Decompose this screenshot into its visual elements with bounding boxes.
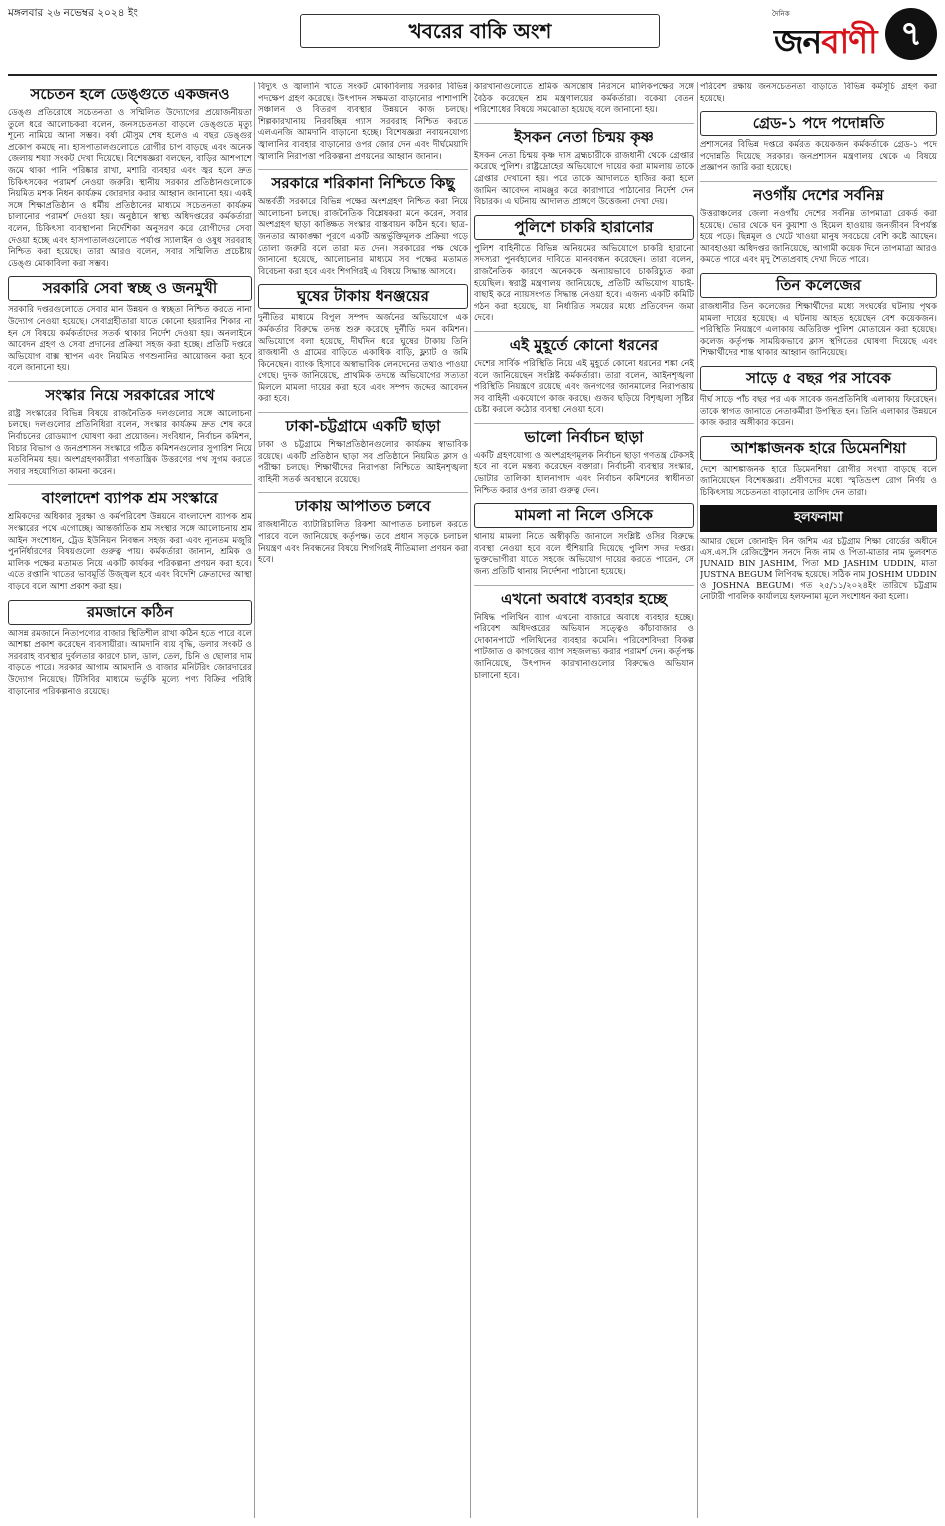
logo-wordmark (774, 16, 877, 72)
headline[interactable]: ঢাকা-চট্টগ্রামে একটি ছাড়া (258, 412, 468, 436)
column-divider (470, 82, 471, 1518)
headline[interactable]: পুলিশে চাকরি হারানোর (474, 215, 694, 240)
story-body: পুলিশ বাহিনীতে বিভিন্ন অনিয়মের অভিযোগে চাকরি হারানো সদস্যরা পুনর্বহালের দাবিতে মানববন্ধন করেছেন। তারা বলেন, রাজনৈতিক কারণে অনেককে অন্যায়ভাবে চাকরিচ্যুত করা হয়েছিল। স্বরাষ্ট্র মন্ত্রণালয় জানিয়েছে, প্রতিটি অভিযোগ যাচাই-বাছাই করে ন্যায়সংগত সিদ্ধান্ত নেওয়া হবে। এজন্য একটি কমিটি গঠন করা হয়েছে, যা নির্ধারিত সময়ের মধ্যে প্রতিবেদন জমা দেবে। (474, 243, 694, 324)
headline[interactable]: রমজানে কঠিন (8, 600, 252, 625)
story-body: অন্তর্বর্তী সরকারে বিভিন্ন পক্ষের অংশগ্রহণ নিশ্চিত করা নিয়ে আলোচনা চলছে। রাজনৈতিক বিশ্লেষকরা মনে করেন, সবার অংশগ্রহণ ছাড়া কাঙ্ক্ষিত সংস্কার বাস্তবায়ন কঠিন হবে। ছাত্র-জনতার আকাঙ্ক্ষা পূরণে একটি অন্তর্ভুক্তিমূলক প্রক্রিয়া গড়ে তোলা জরুরি বলে তারা মত দেন। সরকারের পক্ষ থেকে জানানো হয়েছে, আলোচনার মাধ্যমে সব পক্ষের মতামত বিবেচনা করা হবে এবং শিগগিরই এ বিষয়ে সিদ্ধান্ত আসবে। (258, 197, 468, 277)
column-4 (700, 82, 937, 1518)
logo-part-1: জন (774, 22, 822, 61)
headline[interactable]: নওগাঁয় দেশের সর্বনিম্ন (700, 181, 937, 205)
headline[interactable]: ভালো নির্বাচন ছাড়া (474, 423, 694, 447)
headline[interactable]: বাংলাদেশ ব্যাপক শ্রম সংস্কারে (8, 484, 252, 508)
story-body: কারখানাগুলোতে শ্রমিক অসন্তোষ নিরসনে মালিকপক্ষের সঙ্গে বৈঠক করেছেন শ্রম মন্ত্রণালয়ের কর্মকর্তারা। বকেয়া বেতন পরিশোধের বিষয়ে সমঝোতা হয়েছে বলে জানানো হয়। (474, 82, 694, 116)
affidavit-title: হলফনামা (700, 505, 937, 532)
story-body: থানায় মামলা নিতে অস্বীকৃতি জানালে সংশ্লিষ্ট ওসির বিরুদ্ধে ব্যবস্থা নেওয়া হবে বলে হুঁশিয়ারি দিয়েছে পুলিশ সদর দপ্তর। ভুক্তভোগীরা যাতে সহজে অভিযোগ দায়ের করতে পারেন, সে জন্য প্রতিটি থানায় নির্দেশনা পাঠানো হয়েছে। (474, 532, 694, 578)
story-body: দীর্ঘ সাড়ে পাঁচ বছর পর এক সাবেক জনপ্রতিনিধি এলাকায় ফিরেছেন। তাকে স্বাগত জানাতে নেতাকর্মীরা উপস্থিত হন। তিনি এলাকার উন্নয়নে কাজ করার অঙ্গীকার করেন। (700, 394, 937, 429)
headline[interactable]: সংস্কার নিয়ে সরকারের সাথে (8, 381, 252, 405)
story-body: ঢাকা ও চট্টগ্রামে শিক্ষাপ্রতিষ্ঠানগুলোর কার্যক্রম স্বাভাবিক রয়েছে। একটি প্রতিষ্ঠান ছাড়া সব প্রতিষ্ঠানে নিয়মিত ক্লাস ও পরীক্ষা চলছে। শিক্ষার্থীদের নিরাপত্তা নিশ্চিতে আইনশৃঙ্খলা বাহিনী সতর্ক অবস্থানে রয়েছে। (258, 440, 468, 485)
story-body: প্রশাসনের বিভিন্ন দপ্তরে কর্মরত কয়েকজন কর্মকর্তাকে গ্রেড-১ পদে পদোন্নতি দিয়েছে সরকার। জনপ্রশাসন মন্ত্রণালয় থেকে এ বিষয়ে প্রজ্ঞাপন জারি করা হয়েছে। (700, 140, 937, 174)
story-body: রাষ্ট্র সংস্কারের বিভিন্ন বিষয়ে রাজনৈতিক দলগুলোর সঙ্গে আলোচনা চলছে। দলগুলোর প্রতিনিধিরা বলেন, সংস্কার কার্যক্রম দ্রুত শেষ করে নির্বাচনের রোডম্যাপ ঘোষণা করা প্রয়োজন। সংবিধান, নির্বাচন কমিশন, বিচার বিভাগ ও জনপ্রশাসন সংস্কারে গঠিত কমিশনগুলোর সুপারিশ নিয়ে মতবিনিময় হয়। অংশগ্রহণকারীরা গণতান্ত্রিক উত্তরণের পথ সুগম করতে সবার সহযোগিতা কামনা করেন। (8, 408, 252, 477)
headline[interactable]: এই মুহূর্তে কোনো ধরনের (474, 331, 694, 355)
story-body: বিদ্যুৎ ও জ্বালানি খাতে সংকট মোকাবিলায় সরকার বিভিন্ন পদক্ষেপ গ্রহণ করেছে। উৎপাদন সক্ষমতা বাড়ানোর পাশাপাশি সঞ্চালন ও বিতরণ ব্যবস্থার উন্নয়নে কাজ চলছে। শিল্পকারখানায় নিরবচ্ছিন্ন গ্যাস সরবরাহ নিশ্চিত করতে এলএনজি আমদানি বাড়ানো হচ্ছে। বিশেষজ্ঞরা নবায়নযোগ্য জ্বালানির ব্যবহার বাড়ানোর ওপর জোর দেন এবং দীর্ঘমেয়াদি জ্বালানি নিরাপত্তা পরিকল্পনা প্রণয়নের আহ্বান জানান। (258, 82, 468, 162)
newspaper-logo (770, 6, 890, 66)
story-body: দেশের সার্বিক পরিস্থিতি নিয়ে এই মুহূর্তে কোনো ধরনের শঙ্কা নেই বলে জানিয়েছেন সংশ্লিষ্ট কর্মকর্তারা। তারা বলেন, আইনশৃঙ্খলা পরিস্থিতি নিয়ন্ত্রণে রয়েছে এবং জনগণের জানমালের নিরাপত্তায় সব বাহিনী একযোগে কাজ করছে। গুজব ছড়িয়ে বিশৃঙ্খলা সৃষ্টির চেষ্টা করলে কঠোর ব্যবস্থা নেওয়া হবে। (474, 358, 694, 416)
story-body: সরকারি দপ্তরগুলোতে সেবার মান উন্নয়ন ও স্বচ্ছতা নিশ্চিত করতে নানা উদ্যোগ নেওয়া হয়েছে। সেবাগ্রহীতারা যাতে কোনো হয়রানির শিকার না হন সে বিষয়ে কর্মকর্তাদের সতর্ক থাকার নির্দেশ দেওয়া হয়। অনলাইনে আবেদন গ্রহণ ও সেবা প্রদানের প্রক্রিয়া সহজ করা হচ্ছে। প্রতিটি দপ্তরে অভিযোগ বাক্স স্থাপন এবং নিয়মিত গণশুনানির আয়োজন করা হবে বলে জানানো হয়। (8, 305, 252, 374)
affidavit-notice (700, 505, 937, 602)
header-rule (8, 74, 937, 76)
column-divider (254, 82, 255, 1518)
column-2 (258, 82, 468, 1518)
logo-tagline: দৈনিক (772, 10, 790, 18)
headline[interactable]: সাড়ে ৫ বছর পর সাবেক (700, 366, 937, 391)
issue-date: মঙ্গলবার ২৬ নভেম্বর ২০২৪ ইং (8, 7, 138, 19)
story-body: নিষিদ্ধ পলিথিন ব্যাগ এখনো বাজারে অবাধে ব্যবহার হচ্ছে। পরিবেশ অধিদপ্তরের অভিযান সত্ত্বেও কাঁচাবাজার ও দোকানপাটে পলিথিনের ব্যবহার কমেনি। পরিবেশবিদরা বিকল্প পাটজাত ও কাগজের ব্যাগ সহজলভ্য করার পরামর্শ দেন। কর্তৃপক্ষ জানিয়েছে, উৎপাদন কারখানাগুলোর বিরুদ্ধেও অভিযান চালানো হবে। (474, 612, 694, 681)
headline[interactable]: এখনো অবাধে ব্যবহার হচ্ছে (474, 585, 694, 609)
story-body: রাজধানীতে ব্যাটারিচালিত রিকশা আপাতত চলাচল করতে পারবে বলে জানিয়েছে কর্তৃপক্ষ। তবে প্রধান সড়কে চলাচল নিয়ন্ত্রণ এবং নিবন্ধনের বিষয়ে শিগগিরই নীতিমালা প্রণয়ন করা হবে। (258, 520, 468, 566)
story-body: একটি গ্রহণযোগ্য ও অংশগ্রহণমূলক নির্বাচন ছাড়া গণতন্ত্র টেকসই হবে না বলে মন্তব্য করেছেন বক্তারা। নির্বাচনী ব্যবস্থার সংস্কার, ভোটার তালিকা হালনাগাদ এবং নির্বাচন কমিশনের স্বাধীনতা নিশ্চিত করার ওপর তারা গুরুত্ব দেন। (474, 450, 694, 496)
story-body: পরিবেশ রক্ষায় জনসচেতনতা বাড়াতে বিভিন্ন কর্মসূচি গ্রহণ করা হয়েছে। (700, 82, 937, 104)
column-1 (8, 82, 252, 1518)
headline[interactable]: ঘুষের টাকায় ধনঞ্জয়ের (258, 284, 468, 309)
page-number: ৭ (885, 8, 937, 60)
headline[interactable]: সচেতন হলে ডেঙ্গুতে একজনও (30, 85, 230, 103)
headline[interactable]: সরকারে শরিকানা নিশ্চিতে কিছু (258, 169, 468, 193)
headline[interactable]: সরকারি সেবা স্বচ্ছ ও জনমুখী (8, 276, 252, 301)
headline[interactable]: আশঙ্কাজনক হারে ডিমেনশিয়া (700, 436, 937, 461)
story-body: আসন্ন রমজানে নিত্যপণ্যের বাজার স্থিতিশীল রাখা কঠিন হতে পারে বলে আশঙ্কা প্রকাশ করেছেন ব্যবসায়ীরা। আমদানি ব্যয় বৃদ্ধি, ডলার সংকট ও সরবরাহ ব্যবস্থার দুর্বলতার কারণে চাল, ডাল, তেল, চিনি ও ছোলার দাম বাড়তে পারে। সরকার আগাম আমদানি ও বাজার মনিটরিং জোরদারের উদ্যোগ নিয়েছে। টিসিবির মাধ্যমে ভর্তুকি মূল্যে পণ্য বিক্রির পরিধি বাড়ানোর পরিকল্পনাও রয়েছে। (8, 628, 252, 697)
story-body: রাজধানীর তিন কলেজের শিক্ষার্থীদের মধ্যে সংঘর্ষের ঘটনায় পৃথক মামলা দায়ের হয়েছে। এ ঘটনায় আহত হয়েছেন বেশ কয়েকজন। পরিস্থিতি নিয়ন্ত্রণে এলাকায় অতিরিক্ত পুলিশ মোতায়েন করা হয়েছে। কলেজ কর্তৃপক্ষ সাময়িকভাবে ক্লাস স্থগিতের ঘোষণা দিয়েছে এবং শিক্ষার্থীদের শান্ত থাকার আহ্বান জানিয়েছে। (700, 301, 937, 359)
headline[interactable]: গ্রেড-১ পদে পদোন্নতি (700, 111, 937, 136)
headline[interactable]: তিন কলেজের (700, 273, 937, 298)
story-body: দুর্নীতির মাধ্যমে বিপুল সম্পদ অর্জনের অভিযোগে এক কর্মকর্তার বিরুদ্ধে তদন্ত শুরু করেছে দুর্নীতি দমন কমিশন। অভিযোগে বলা হয়েছে, দীর্ঘদিন ধরে ঘুষের টাকায় তিনি রাজধানী ও গ্রামের বাড়িতে একাধিক বাড়ি, ফ্ল্যাট ও জমি কিনেছেন। ব্যাংক হিসাবে অস্বাভাবিক লেনদেনের তথ্যও পাওয়া গেছে। দুদক জানিয়েছে, প্রাথমিক তদন্তে অভিযোগের সত্যতা মিললে মামলা দায়ের করা হবে এবং সম্পদ জব্দের আবেদন করা হবে। (258, 313, 468, 405)
story-body: ইসকন নেতা চিন্ময় কৃষ্ণ দাস ব্রহ্মচারীকে রাজধানী থেকে গ্রেপ্তার করেছে পুলিশ। রাষ্ট্রদ্রোহের অভিযোগে দায়ের করা মামলায় তাকে গ্রেপ্তার দেখানো হয়। পরে তাকে আদালতে হাজির করা হলে জামিন আবেদন নামঞ্জুর করে কারাগারে পাঠানোর নির্দেশ দেন বিচারক। এ ঘটনায় আদালত প্রাঙ্গণে উত্তেজনা দেখা দেয়। (474, 150, 694, 208)
section-title: খবরের বাকি অংশ (300, 14, 660, 48)
headline[interactable]: মামলা না নিলে ওসিকে (474, 503, 694, 528)
column-3 (474, 82, 694, 1518)
affidavit-body: আমার ছেলে জোনাইদ বিন জশিম এর চট্টগ্রাম শিক্ষা বোর্ডের অধীনে এস.এস.সি রেজিস্ট্রেশন সনদে নিজ নাম ও পিতা-মাতার নাম ভুলবশত JUNAID BIN JASHIM, পিতা MD JASHIM UDDIN, মাতা JUSTNA BEGUM লিপিবদ্ধ হয়েছে। সঠিক নাম JOSHIM UDDIN ও JOSHNA BEGUM। গত ২৫/১১/২০২৪ইং তারিখে চট্টগ্রাম নোটারী পাবলিক কার্যালয়ে হলফনামা মূলে সংশোধন করা হলো। (700, 536, 937, 602)
logo-part-2: বাণী (821, 22, 877, 61)
story-body: ডেঙ্গু প্রতিরোধে সচেতনতা ও সম্মিলিত উদ্যোগের প্রয়োজনীয়তা তুলে ধরে আলোচকরা বলেন, জনসচেতনতা বাড়লে ডেঙ্গুতে মৃত্যু শূন্যে নামিয়ে আনা সম্ভব। বর্ষা মৌসুম শেষ হলেও এ বছর ডেঙ্গুর প্রকোপ কমছে না। হাসপাতালগুলোতে রোগীর চাপ বাড়ছে এবং অনেক জেলায় শয্যা সংকট দেখা দিয়েছে। বিশেষজ্ঞরা বলছেন, বাড়ির আশপাশে জমে থাকা পানি পরিষ্কার রাখা, মশারি ব্যবহার এবং জ্বর হলে দ্রুত চিকিৎসকের পরামর্শ নেওয়া জরুরি। স্থানীয় সরকার প্রতিষ্ঠানগুলোকে নিয়মিত মশক নিধন কার্যক্রম জোরদার করার আহ্বান জানানো হয়। একই সঙ্গে শিক্ষাপ্রতিষ্ঠান ও ধর্মীয় প্রতিষ্ঠানের মাধ্যমে সচেতনতা কার্যক্রম চালানোর পরামর্শ দেওয়া হয়। অনুষ্ঠানে স্বাস্থ্য অধিদপ্তরের কর্মকর্তারা বলেন, চিকিৎসা ব্যবস্থাপনা নির্দেশিকা অনুসরণ করে রোগীদের সেবা দেওয়া হচ্ছে এবং হাসপাতালগুলোতে পর্যাপ্ত স্যালাইন ও ওষুধ সরবরাহ নিশ্চিত করা হয়েছে। তারা আরও বলেন, সবার সম্মিলিত প্রচেষ্টায় ডেঙ্গু মোকাবিলা করা সম্ভব। (8, 108, 252, 269)
story-body: শ্রমিকদের অধিকার সুরক্ষা ও কর্মপরিবেশ উন্নয়নে বাংলাদেশ ব্যাপক শ্রম সংস্কারের পথে এগোচ্ছে। আন্তর্জাতিক শ্রম সংস্থার সঙ্গে আলোচনায় শ্রম আইন সংশোধন, ট্রেড ইউনিয়ন নিবন্ধন সহজ করা এবং ন্যূনতম মজুরি পুনর্নির্ধারণের বিষয়গুলো গুরুত্ব পায়। কর্মকর্তারা জানান, শ্রমিক ও মালিক পক্ষের মতামত নিয়ে একটি কার্যকর পরিকল্পনা প্রণয়ন করা হবে। এতে রপ্তানি খাতের ভাবমূর্তি উজ্জ্বল হবে এবং বিদেশি ক্রেতাদের আস্থা বাড়বে বলে আশা প্রকাশ করা হয়। (8, 512, 252, 592)
headline[interactable]: ইসকন নেতা চিন্ময় কৃষ্ণ (474, 123, 694, 147)
column-divider (697, 82, 698, 1518)
headline[interactable]: ঢাকায় আপাতত চলবে (258, 492, 468, 516)
story-body: দেশে আশঙ্কাজনক হারে ডিমেনশিয়া রোগীর সংখ্যা বাড়ছে বলে জানিয়েছেন বিশেষজ্ঞরা। প্রবীণদের মধ্যে স্মৃতিভ্রংশ রোগ নির্ণয় ও চিকিৎসায় সচেতনতা বাড়ানোর তাগিদ দেন তারা। (700, 464, 937, 498)
story-body: উত্তরাঞ্চলের জেলা নওগাঁয় দেশের সর্বনিম্ন তাপমাত্রা রেকর্ড করা হয়েছে। ভোর থেকে ঘন কুয়াশা ও হিমেল হাওয়ায় জনজীবন বিপর্যস্ত হয়ে পড়ে। ছিন্নমূল ও খেটে খাওয়া মানুষ সবচেয়ে বেশি কষ্টে আছেন। আবহাওয়া অধিদপ্তর জানিয়েছে, আগামী কয়েক দিনে তাপমাত্রা আরও কমতে পারে এবং মৃদু শৈত্যপ্রবাহ দেখা দিতে পারে। (700, 208, 937, 266)
masthead (0, 0, 945, 74)
